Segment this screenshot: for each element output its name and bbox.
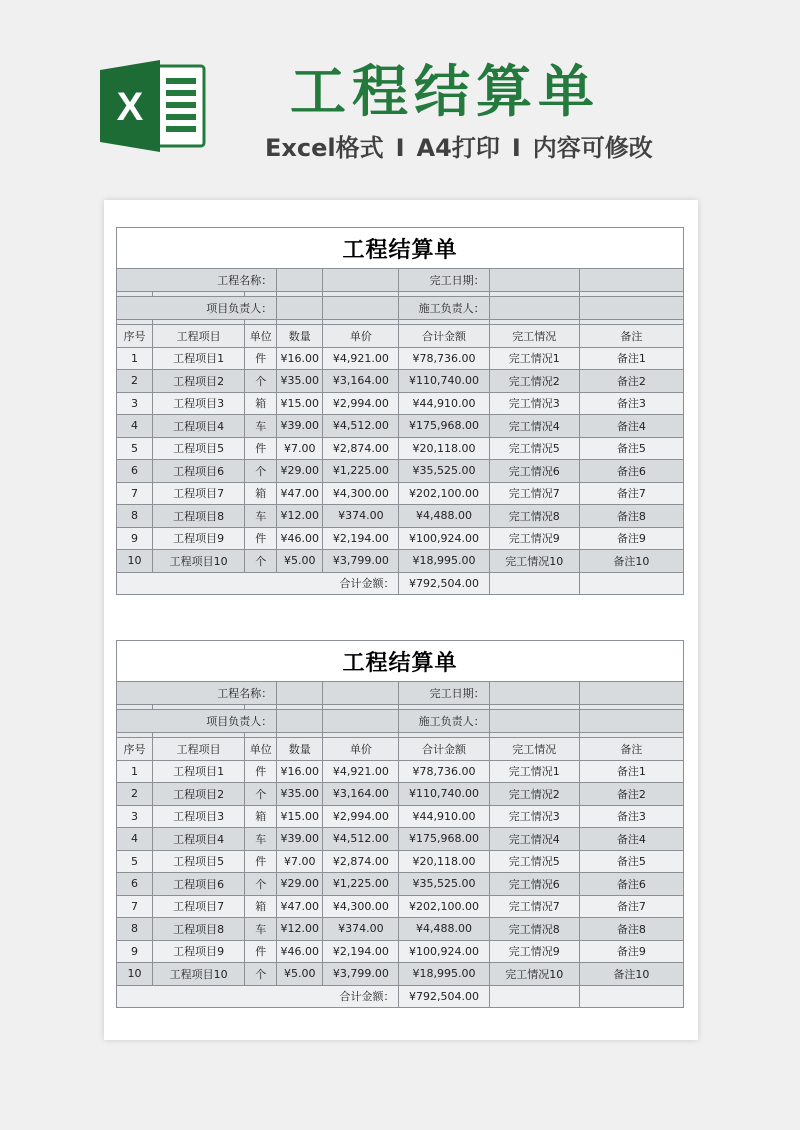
table-cell[interactable]: 完工情况3 [489,805,579,828]
table-cell[interactable]: ¥4,300.00 [323,482,399,505]
column-header: 序号 [117,738,153,761]
table-cell[interactable]: 个 [245,963,277,986]
page-subtitle [265,128,685,163]
table-cell[interactable]: ¥29.00 [277,460,323,483]
table-cell[interactable]: 备注10 [579,550,683,573]
table-cell[interactable]: 备注7 [579,482,683,505]
table-cell[interactable]: 工程项目2 [153,370,245,393]
construction-manager-cell[interactable] [579,297,683,320]
table-cell[interactable]: ¥47.00 [277,895,323,918]
finish-date-cell[interactable] [579,682,683,705]
table-cell[interactable]: ¥2,874.00 [323,850,399,873]
table-cell[interactable]: ¥2,994.00 [323,392,399,415]
project-name-label: 工程名称： [117,682,277,705]
table-cell[interactable]: 完工情况10 [489,550,579,573]
table-cell[interactable]: 9 [117,527,153,550]
table-row [117,918,684,941]
column-header: 单价 [323,325,399,348]
total-empty-cell[interactable] [579,985,683,1008]
table-cell[interactable]: 1 [117,347,153,370]
finish-date-cell[interactable] [579,269,683,292]
table-cell[interactable]: ¥18,995.00 [399,550,489,573]
table-cell[interactable]: ¥175,968.00 [399,415,489,438]
table-cell[interactable]: ¥4,300.00 [323,895,399,918]
table-cell[interactable]: 备注5 [579,850,683,873]
table-cell[interactable]: 完工情况6 [489,460,579,483]
table-cell[interactable]: 工程项目4 [153,415,245,438]
table-cell[interactable]: 车 [245,918,277,941]
table-cell[interactable]: 4 [117,415,153,438]
table-cell[interactable]: 10 [117,963,153,986]
table-row [117,895,684,918]
table-cell[interactable]: 6 [117,873,153,896]
table-cell[interactable]: ¥35,525.00 [399,873,489,896]
table-cell[interactable]: ¥110,740.00 [399,783,489,806]
table-cell[interactable]: ¥35.00 [277,783,323,806]
table-row [117,505,684,528]
column-header: 数量 [277,325,323,348]
table-cell[interactable]: ¥16.00 [277,760,323,783]
table-cell[interactable]: 完工情况3 [489,392,579,415]
table-cell[interactable]: ¥2,874.00 [323,437,399,460]
table-cell[interactable]: 工程项目7 [153,482,245,505]
table-cell[interactable]: ¥7.00 [277,437,323,460]
table-cell[interactable]: ¥47.00 [277,482,323,505]
table-cell[interactable]: ¥2,994.00 [323,805,399,828]
table-cell[interactable]: ¥202,100.00 [399,482,489,505]
total-empty-cell[interactable] [489,985,579,1008]
table-cell[interactable]: 工程项目10 [153,963,245,986]
table-cell[interactable]: 完工情况2 [489,370,579,393]
table-cell[interactable]: ¥1,225.00 [323,460,399,483]
table-cell[interactable]: 完工情况1 [489,347,579,370]
construction-manager-cell[interactable] [489,297,579,320]
table-row [117,437,684,460]
table-cell[interactable]: 件 [245,437,277,460]
table-cell[interactable]: 个 [245,873,277,896]
table-cell[interactable]: ¥4,921.00 [323,347,399,370]
table-cell[interactable]: 备注9 [579,527,683,550]
table-cell[interactable]: 工程项目5 [153,437,245,460]
table-cell[interactable]: 个 [245,783,277,806]
table-cell[interactable]: 完工情况5 [489,850,579,873]
table-row [117,805,684,828]
subtitle-print: A4打印 [416,134,500,162]
table-cell[interactable]: 备注5 [579,437,683,460]
project-name-cell[interactable] [323,682,399,705]
table-cell[interactable]: ¥2,194.00 [323,940,399,963]
table-cell[interactable]: 6 [117,460,153,483]
total-empty-cell[interactable] [579,572,683,595]
table-row [117,460,684,483]
table-cell[interactable]: 工程项目3 [153,392,245,415]
table-cell[interactable]: 完工情况5 [489,437,579,460]
table-cell[interactable]: 备注3 [579,805,683,828]
subtitle-editable: 内容可修改 [532,134,653,162]
table-cell[interactable]: 箱 [245,895,277,918]
table-cell[interactable]: 工程项目2 [153,783,245,806]
project-name-label: 工程名称： [117,269,277,292]
column-header: 单价 [323,738,399,761]
table-cell[interactable]: 箱 [245,805,277,828]
table-cell[interactable]: 个 [245,460,277,483]
table-cell[interactable]: ¥2,194.00 [323,527,399,550]
sheet-title: 工程结算单 [117,641,684,682]
subtitle-separator: I [511,134,521,162]
table-cell[interactable]: 件 [245,347,277,370]
table-cell[interactable]: ¥44,910.00 [399,805,489,828]
table-cell[interactable]: ¥39.00 [277,415,323,438]
total-label: 合计金额： [117,572,399,595]
project-manager-cell[interactable] [323,710,399,733]
table-cell[interactable]: 备注1 [579,347,683,370]
construction-manager-cell[interactable] [489,710,579,733]
table-cell[interactable]: 备注6 [579,460,683,483]
table-cell[interactable]: 备注3 [579,392,683,415]
table-cell[interactable]: 7 [117,482,153,505]
table-cell[interactable]: 工程项目7 [153,895,245,918]
document-paper [104,200,698,1040]
table-cell[interactable]: 车 [245,505,277,528]
table-cell[interactable]: 8 [117,918,153,941]
table-cell[interactable]: ¥4,512.00 [323,828,399,851]
table-row [117,482,684,505]
table-row [117,347,684,370]
project-name-cell[interactable] [277,269,323,292]
table-cell[interactable]: 完工情况1 [489,760,579,783]
settlement-sheet [116,640,684,1008]
table-cell[interactable]: ¥35,525.00 [399,460,489,483]
table-cell[interactable]: 工程项目5 [153,850,245,873]
table-cell[interactable]: 完工情况2 [489,783,579,806]
project-manager-label: 项目负责人： [117,710,277,733]
table-cell[interactable]: ¥7.00 [277,850,323,873]
table-cell[interactable]: 完工情况9 [489,527,579,550]
table-cell[interactable]: 完工情况7 [489,482,579,505]
table-cell[interactable]: ¥4,488.00 [399,918,489,941]
table-cell[interactable]: 完工情况6 [489,873,579,896]
table-cell[interactable]: 备注6 [579,873,683,896]
table-cell[interactable]: 1 [117,760,153,783]
table-cell[interactable]: ¥100,924.00 [399,940,489,963]
column-header: 完工情况 [489,325,579,348]
settlement-sheet [116,227,684,595]
table-cell[interactable]: ¥374.00 [323,505,399,528]
table-cell[interactable]: 备注4 [579,415,683,438]
table-cell[interactable]: ¥4,512.00 [323,415,399,438]
table-row [117,783,684,806]
project-manager-cell[interactable] [277,710,323,733]
table-cell[interactable]: ¥4,488.00 [399,505,489,528]
finish-date-cell[interactable] [489,269,579,292]
column-header: 工程项目 [153,325,245,348]
table-cell[interactable]: 完工情况4 [489,415,579,438]
table-cell[interactable]: 备注2 [579,783,683,806]
table-cell[interactable]: 完工情况9 [489,940,579,963]
table-row [117,415,684,438]
table-cell[interactable]: ¥15.00 [277,392,323,415]
table-cell[interactable]: 完工情况8 [489,505,579,528]
table-cell[interactable]: 完工情况10 [489,963,579,986]
table-cell[interactable]: 箱 [245,392,277,415]
total-value: ¥792,504.00 [399,572,489,595]
subtitle-separator: I [395,134,405,162]
table-cell[interactable]: 3 [117,392,153,415]
table-cell[interactable]: 工程项目8 [153,918,245,941]
column-header: 工程项目 [153,738,245,761]
column-header: 合计金额 [399,738,489,761]
page-title: 工程结算单 [290,60,600,125]
column-header: 数量 [277,738,323,761]
table-cell[interactable]: 9 [117,940,153,963]
table-cell[interactable]: 2 [117,370,153,393]
table-cell[interactable]: 件 [245,850,277,873]
column-header: 单位 [245,325,277,348]
table-cell[interactable]: 工程项目6 [153,873,245,896]
table-row [117,873,684,896]
subtitle-format: Excel格式 [265,134,384,162]
table-cell[interactable]: 4 [117,828,153,851]
table-cell[interactable]: 2 [117,783,153,806]
table-cell[interactable]: ¥374.00 [323,918,399,941]
table-cell[interactable]: ¥78,736.00 [399,760,489,783]
table-row [117,550,684,573]
table-cell[interactable]: ¥3,164.00 [323,783,399,806]
project-name-cell[interactable] [277,682,323,705]
table-cell[interactable]: 备注4 [579,828,683,851]
table-cell[interactable]: 车 [245,828,277,851]
column-header: 备注 [579,738,683,761]
table-cell[interactable]: 工程项目4 [153,828,245,851]
column-header: 合计金额 [399,325,489,348]
table-cell[interactable]: ¥46.00 [277,527,323,550]
table-cell[interactable]: ¥16.00 [277,347,323,370]
table-cell[interactable]: ¥20,118.00 [399,850,489,873]
table-row [117,850,684,873]
table-cell[interactable]: 完工情况8 [489,918,579,941]
table-cell[interactable]: ¥78,736.00 [399,347,489,370]
table-cell[interactable]: 工程项目6 [153,460,245,483]
table-cell[interactable]: ¥175,968.00 [399,828,489,851]
table-cell[interactable]: ¥3,799.00 [323,550,399,573]
table-cell[interactable]: ¥29.00 [277,873,323,896]
construction-manager-cell[interactable] [579,710,683,733]
table-row [117,828,684,851]
construction-manager-label: 施工负责人： [399,297,489,320]
table-cell[interactable]: 7 [117,895,153,918]
project-manager-label: 项目负责人： [117,297,277,320]
table-cell[interactable]: 工程项目9 [153,940,245,963]
table-cell[interactable]: ¥5.00 [277,963,323,986]
settlement-table [116,640,684,1008]
table-cell[interactable]: 工程项目9 [153,527,245,550]
table-cell[interactable]: 车 [245,415,277,438]
table-cell[interactable]: 完工情况7 [489,895,579,918]
finish-date-label: 完工日期： [399,682,489,705]
table-cell[interactable]: 备注9 [579,940,683,963]
construction-manager-label: 施工负责人： [399,710,489,733]
table-cell[interactable]: 备注1 [579,760,683,783]
table-cell[interactable]: ¥20,118.00 [399,437,489,460]
total-label: 合计金额： [117,985,399,1008]
table-cell[interactable]: ¥44,910.00 [399,392,489,415]
table-cell[interactable]: 个 [245,370,277,393]
table-cell[interactable]: 个 [245,550,277,573]
table-cell[interactable]: 工程项目1 [153,760,245,783]
table-cell[interactable]: ¥39.00 [277,828,323,851]
table-cell[interactable]: ¥110,740.00 [399,370,489,393]
excel-logo-icon [100,58,208,154]
sheet-title: 工程结算单 [117,228,684,269]
table-cell[interactable]: ¥18,995.00 [399,963,489,986]
table-row [117,963,684,986]
table-cell[interactable]: 完工情况4 [489,828,579,851]
table-row [117,392,684,415]
table-cell[interactable]: 备注10 [579,963,683,986]
table-cell[interactable]: 10 [117,550,153,573]
finish-date-cell[interactable] [489,682,579,705]
table-cell[interactable]: ¥1,225.00 [323,873,399,896]
table-cell[interactable]: 工程项目3 [153,805,245,828]
finish-date-label: 完工日期： [399,269,489,292]
column-header: 完工情况 [489,738,579,761]
table-row [117,527,684,550]
table-cell[interactable]: 备注7 [579,895,683,918]
table-cell[interactable]: 箱 [245,482,277,505]
table-cell[interactable]: 备注2 [579,370,683,393]
column-header: 备注 [579,325,683,348]
table-cell[interactable]: 件 [245,760,277,783]
table-cell[interactable]: ¥5.00 [277,550,323,573]
settlement-table [116,227,684,595]
table-cell[interactable]: ¥46.00 [277,940,323,963]
table-row [117,370,684,393]
table-cell[interactable]: ¥35.00 [277,370,323,393]
project-name-cell[interactable] [323,269,399,292]
table-cell[interactable]: ¥15.00 [277,805,323,828]
table-cell[interactable]: 备注8 [579,505,683,528]
table-cell[interactable]: ¥4,921.00 [323,760,399,783]
table-cell[interactable]: 5 [117,437,153,460]
table-cell[interactable]: 件 [245,527,277,550]
table-cell[interactable]: ¥12.00 [277,505,323,528]
table-row [117,760,684,783]
project-manager-cell[interactable] [277,297,323,320]
table-cell[interactable]: ¥202,100.00 [399,895,489,918]
table-cell[interactable]: ¥3,164.00 [323,370,399,393]
table-cell[interactable]: 5 [117,850,153,873]
table-cell[interactable]: 备注8 [579,918,683,941]
table-cell[interactable]: ¥100,924.00 [399,527,489,550]
table-cell[interactable]: 8 [117,505,153,528]
column-header: 单位 [245,738,277,761]
total-value: ¥792,504.00 [399,985,489,1008]
table-cell[interactable]: 工程项目10 [153,550,245,573]
column-header: 序号 [117,325,153,348]
table-cell[interactable]: ¥12.00 [277,918,323,941]
table-cell[interactable]: 工程项目1 [153,347,245,370]
table-cell[interactable]: 3 [117,805,153,828]
logo-letter: X [116,85,144,129]
table-cell[interactable]: 件 [245,940,277,963]
table-row [117,940,684,963]
total-empty-cell[interactable] [489,572,579,595]
project-manager-cell[interactable] [323,297,399,320]
table-cell[interactable]: 工程项目8 [153,505,245,528]
table-cell[interactable]: ¥3,799.00 [323,963,399,986]
